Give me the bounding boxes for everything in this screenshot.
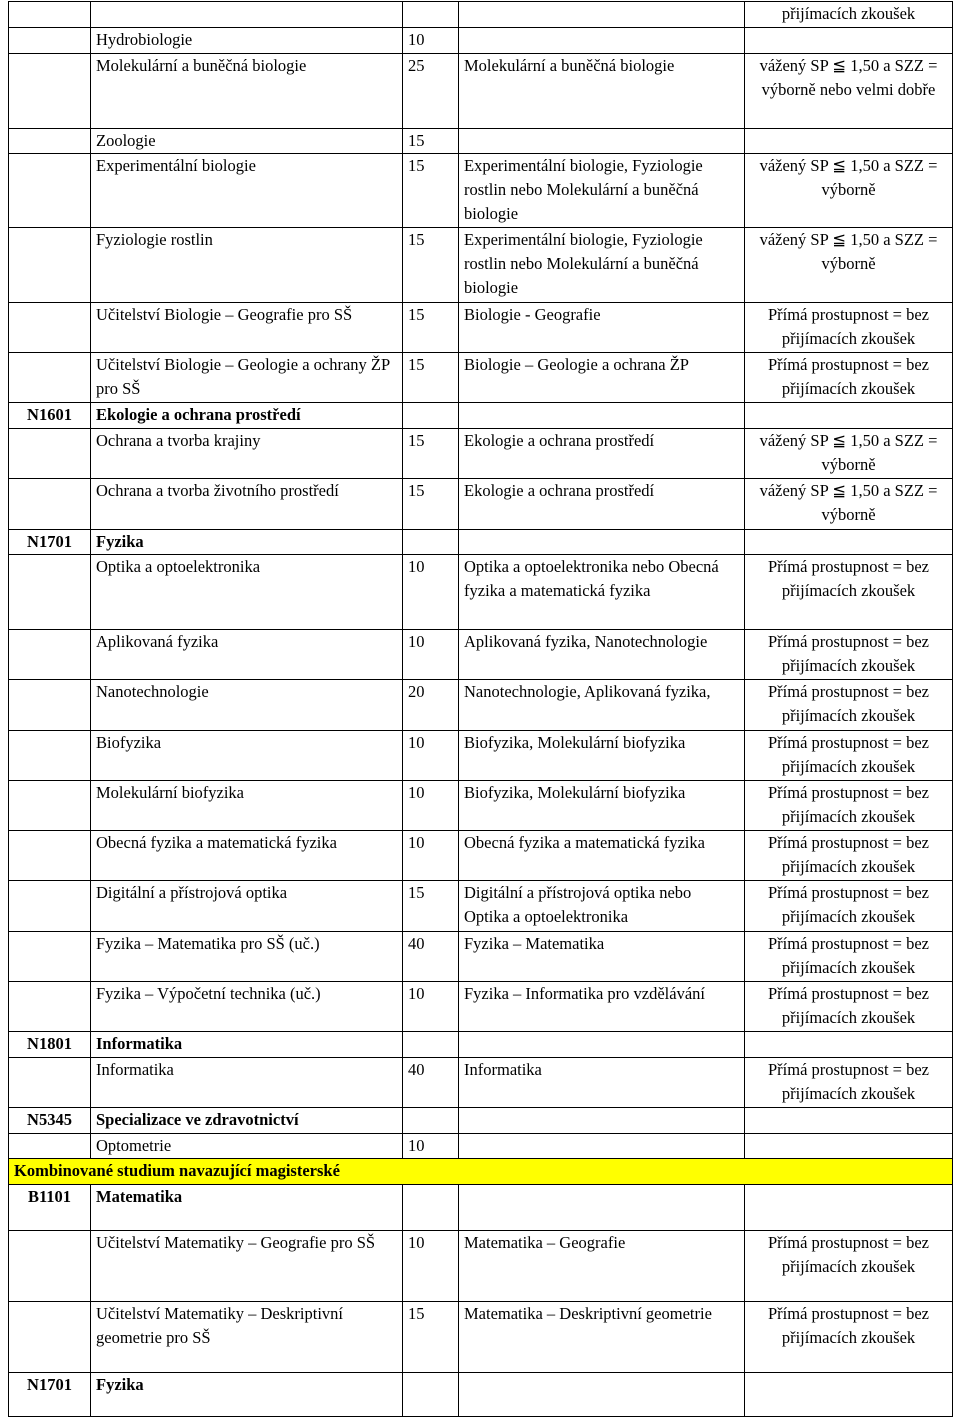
admission-condition: Přímá prostupnost = bez přijímacích zkoušek xyxy=(745,731,953,781)
continuation-program: Informatika xyxy=(459,1058,745,1108)
continuation-program: Obecná fyzika a matematická fyzika xyxy=(459,831,745,881)
program-row xyxy=(9,781,953,831)
program-row xyxy=(9,680,953,731)
admission-condition xyxy=(745,129,953,154)
continuation-program: Fyzika – Informatika pro vzdělávání xyxy=(459,982,745,1032)
continuation-program: Matematika – Deskriptivní geometrie xyxy=(459,1302,745,1373)
program-name: Aplikovaná fyzika xyxy=(91,630,403,680)
program-row xyxy=(9,630,953,680)
seat-count xyxy=(403,1185,459,1231)
program-row xyxy=(9,129,953,154)
continuation-program: Molekulární a buněčná biologie xyxy=(459,54,745,129)
seat-count: 15 xyxy=(403,881,459,932)
field-code-cell xyxy=(9,1302,91,1373)
admission-condition: vážený SP ≦ 1,50 a SZZ = výborně nebo velmi dobře xyxy=(745,54,953,129)
program-row xyxy=(9,303,953,353)
field-code: N1801 xyxy=(9,1032,91,1058)
program-name: Učitelství Biologie – Geologie a ochrany ŽP pro SŠ xyxy=(91,353,403,403)
admission-condition: Přímá prostupnost = bez přijímacích zkoušek xyxy=(745,1231,953,1302)
program-name: Digitální a přístrojová optika xyxy=(91,881,403,932)
field-code-cell xyxy=(9,2,91,28)
admission-condition: vážený SP ≦ 1,50 a SZZ = výborně xyxy=(745,429,953,479)
admission-condition xyxy=(745,1032,953,1058)
program-row xyxy=(9,731,953,781)
continuation-program: Fyzika – Matematika xyxy=(459,932,745,982)
program-row xyxy=(9,881,953,932)
study-programs-table xyxy=(8,1,953,1417)
field-code-cell xyxy=(9,303,91,353)
admission-condition xyxy=(745,28,953,54)
program-row xyxy=(9,831,953,881)
field-code-cell xyxy=(9,1058,91,1108)
program-name: Obecná fyzika a matematická fyzika xyxy=(91,831,403,881)
program-row xyxy=(9,555,953,630)
continuation-program: Biologie - Geografie xyxy=(459,303,745,353)
program-row xyxy=(9,353,953,403)
field-code-cell xyxy=(9,932,91,982)
admission-condition xyxy=(745,530,953,555)
continuation-program: Experimentální biologie, Fyziologie rostlin nebo Molekulární a buněčná biologie xyxy=(459,154,745,228)
seat-count xyxy=(403,1032,459,1058)
program-row xyxy=(9,982,953,1032)
admission-condition: Přímá prostupnost = bez přijímacích zkoušek xyxy=(745,353,953,403)
program-name xyxy=(91,2,403,28)
field-code: N1601 xyxy=(9,403,91,429)
program-name: Učitelství Biologie – Geografie pro SŠ xyxy=(91,303,403,353)
admission-condition: Přímá prostupnost = bez přijímacích zkoušek xyxy=(745,781,953,831)
program-row xyxy=(9,154,953,228)
admission-condition: Přímá prostupnost = bez přijímacích zkoušek xyxy=(745,1302,953,1373)
continuation-program: Ekologie a ochrana prostředí xyxy=(459,429,745,479)
continuation-program: Experimentální biologie, Fyziologie rostlin nebo Molekulární a buněčná biologie xyxy=(459,228,745,303)
program-name: Optometrie xyxy=(91,1134,403,1159)
seat-count: 15 xyxy=(403,1302,459,1373)
program-row xyxy=(9,28,953,54)
continuation-program xyxy=(459,2,745,28)
program-name: Fyzika – Matematika pro SŠ (uč.) xyxy=(91,932,403,982)
seat-count: 15 xyxy=(403,353,459,403)
continuation-program: Matematika – Geografie xyxy=(459,1231,745,1302)
program-row xyxy=(9,479,953,530)
seat-count xyxy=(403,1108,459,1134)
field-code-cell xyxy=(9,28,91,54)
seat-count: 15 xyxy=(403,154,459,228)
seat-count xyxy=(403,2,459,28)
continuation-program xyxy=(459,403,745,429)
admission-condition: Přímá prostupnost = bez přijímacích zkoušek xyxy=(745,1058,953,1108)
field-code-cell xyxy=(9,731,91,781)
admission-condition xyxy=(745,1373,953,1417)
study-programs-table-body xyxy=(9,2,953,1417)
field-group-row xyxy=(9,1108,953,1134)
program-name: Ochrana a tvorba životního prostředí xyxy=(91,479,403,530)
seat-count xyxy=(403,530,459,555)
seat-count: 10 xyxy=(403,555,459,630)
program-name: Molekulární a buněčná biologie xyxy=(91,54,403,129)
field-code-cell xyxy=(9,555,91,630)
program-name: Učitelství Matematiky – Deskriptivní geometrie pro SŠ xyxy=(91,1302,403,1373)
program-name: Molekulární biofyzika xyxy=(91,781,403,831)
seat-count: 10 xyxy=(403,1134,459,1159)
program-row xyxy=(9,1302,953,1373)
program-name: Optika a optoelektronika xyxy=(91,555,403,630)
program-name: Fyziologie rostlin xyxy=(91,228,403,303)
seat-count xyxy=(403,403,459,429)
program-name: Hydrobiologie xyxy=(91,28,403,54)
field-code-cell xyxy=(9,630,91,680)
program-name: Zoologie xyxy=(91,129,403,154)
seat-count: 15 xyxy=(403,228,459,303)
continuation-program: Biofyzika, Molekulární biofyzika xyxy=(459,781,745,831)
seat-count: 10 xyxy=(403,831,459,881)
program-row xyxy=(9,932,953,982)
seat-count: 15 xyxy=(403,129,459,154)
continuation-program xyxy=(459,129,745,154)
program-name: Biofyzika xyxy=(91,731,403,781)
seat-count: 25 xyxy=(403,54,459,129)
program-row xyxy=(9,1134,953,1159)
admission-condition: Přímá prostupnost = bez přijímacích zkoušek xyxy=(745,303,953,353)
program-name: Učitelství Matematiky – Geografie pro SŠ xyxy=(91,1231,403,1302)
program-row xyxy=(9,1231,953,1302)
field-title: Matematika xyxy=(91,1185,403,1231)
seat-count: 40 xyxy=(403,1058,459,1108)
field-title: Fyzika xyxy=(91,530,403,555)
admission-condition xyxy=(745,1185,953,1231)
admission-condition: Přímá prostupnost = bez přijímacích zkoušek xyxy=(745,982,953,1032)
field-code-cell xyxy=(9,479,91,530)
admission-condition: vážený SP ≦ 1,50 a SZZ = výborně xyxy=(745,479,953,530)
program-row xyxy=(9,429,953,479)
field-code: N5345 xyxy=(9,1108,91,1134)
admission-condition: Přímá prostupnost = bez přijímacích zkoušek xyxy=(745,932,953,982)
field-group-row xyxy=(9,1032,953,1058)
seat-count: 10 xyxy=(403,28,459,54)
program-name: Experimentální biologie xyxy=(91,154,403,228)
admission-condition: vážený SP ≦ 1,50 a SZZ = výborně xyxy=(745,154,953,228)
field-code-cell xyxy=(9,353,91,403)
field-code-cell xyxy=(9,429,91,479)
program-name: Informatika xyxy=(91,1058,403,1108)
admission-condition: Přímá prostupnost = bez přijímacích zkoušek xyxy=(745,831,953,881)
field-group-row xyxy=(9,403,953,429)
field-code-cell xyxy=(9,982,91,1032)
continuation-program: Biologie – Geologie a ochrana ŽP xyxy=(459,353,745,403)
field-code: N1701 xyxy=(9,1373,91,1417)
continuation-program xyxy=(459,1108,745,1134)
admission-condition: Přímá prostupnost = bez přijímacích zkoušek xyxy=(745,630,953,680)
program-name: Nanotechnologie xyxy=(91,680,403,731)
program-row xyxy=(9,54,953,129)
seat-count: 40 xyxy=(403,932,459,982)
continuation-program xyxy=(459,1185,745,1231)
field-code-cell xyxy=(9,781,91,831)
field-code-cell xyxy=(9,881,91,932)
admission-condition: Přímá prostupnost = bez přijímacích zkoušek xyxy=(745,680,953,731)
field-title: Informatika xyxy=(91,1032,403,1058)
field-code-cell xyxy=(9,154,91,228)
program-row xyxy=(9,1058,953,1108)
continuation-program xyxy=(459,28,745,54)
continuation-program: Biofyzika, Molekulární biofyzika xyxy=(459,731,745,781)
field-code: N1701 xyxy=(9,530,91,555)
field-code-cell xyxy=(9,1134,91,1159)
continuation-program xyxy=(459,1134,745,1159)
field-code-cell xyxy=(9,228,91,303)
seat-count: 10 xyxy=(403,630,459,680)
program-row xyxy=(9,228,953,303)
admission-condition xyxy=(745,1134,953,1159)
program-name: Fyzika – Výpočetní technika (uč.) xyxy=(91,982,403,1032)
field-group-row xyxy=(9,1185,953,1231)
seat-count: 15 xyxy=(403,303,459,353)
field-code-cell xyxy=(9,680,91,731)
field-code-cell xyxy=(9,54,91,129)
field-code-cell xyxy=(9,1231,91,1302)
continuation-program: Ekologie a ochrana prostředí xyxy=(459,479,745,530)
admission-condition: vážený SP ≦ 1,50 a SZZ = výborně xyxy=(745,228,953,303)
seat-count: 10 xyxy=(403,781,459,831)
field-group-row xyxy=(9,530,953,555)
continuation-program: Aplikovaná fyzika, Nanotechnologie xyxy=(459,630,745,680)
field-code-cell xyxy=(9,831,91,881)
continuation-program xyxy=(459,1373,745,1417)
field-code-cell xyxy=(9,129,91,154)
program-name: Ochrana a tvorba krajiny xyxy=(91,429,403,479)
seat-count xyxy=(403,1373,459,1417)
continuation-program xyxy=(459,1032,745,1058)
section-header-row xyxy=(9,1159,953,1185)
continuation-program: Digitální a přístrojová optika nebo Optika a optoelektronika xyxy=(459,881,745,932)
seat-count: 15 xyxy=(403,479,459,530)
section-title: Kombinované studium navazující magisterské xyxy=(9,1159,953,1185)
admission-condition xyxy=(745,1108,953,1134)
field-title: Fyzika xyxy=(91,1373,403,1417)
continuation-program: Optika a optoelektronika nebo Obecná fyzika a matematická fyzika xyxy=(459,555,745,630)
seat-count: 20 xyxy=(403,680,459,731)
field-title: Specializace ve zdravotnictví xyxy=(91,1108,403,1134)
program-row xyxy=(9,2,953,28)
admission-condition: přijímacích zkoušek xyxy=(745,2,953,28)
field-code: B1101 xyxy=(9,1185,91,1231)
continuation-program xyxy=(459,530,745,555)
seat-count: 10 xyxy=(403,731,459,781)
admission-condition: Přímá prostupnost = bez přijímacích zkoušek xyxy=(745,881,953,932)
seat-count: 10 xyxy=(403,1231,459,1302)
admission-condition xyxy=(745,403,953,429)
admission-condition: Přímá prostupnost = bez přijímacích zkoušek xyxy=(745,555,953,630)
field-title: Ekologie a ochrana prostředí xyxy=(91,403,403,429)
continuation-program: Nanotechnologie, Aplikovaná fyzika, xyxy=(459,680,745,731)
seat-count: 15 xyxy=(403,429,459,479)
seat-count: 10 xyxy=(403,982,459,1032)
field-group-row xyxy=(9,1373,953,1417)
